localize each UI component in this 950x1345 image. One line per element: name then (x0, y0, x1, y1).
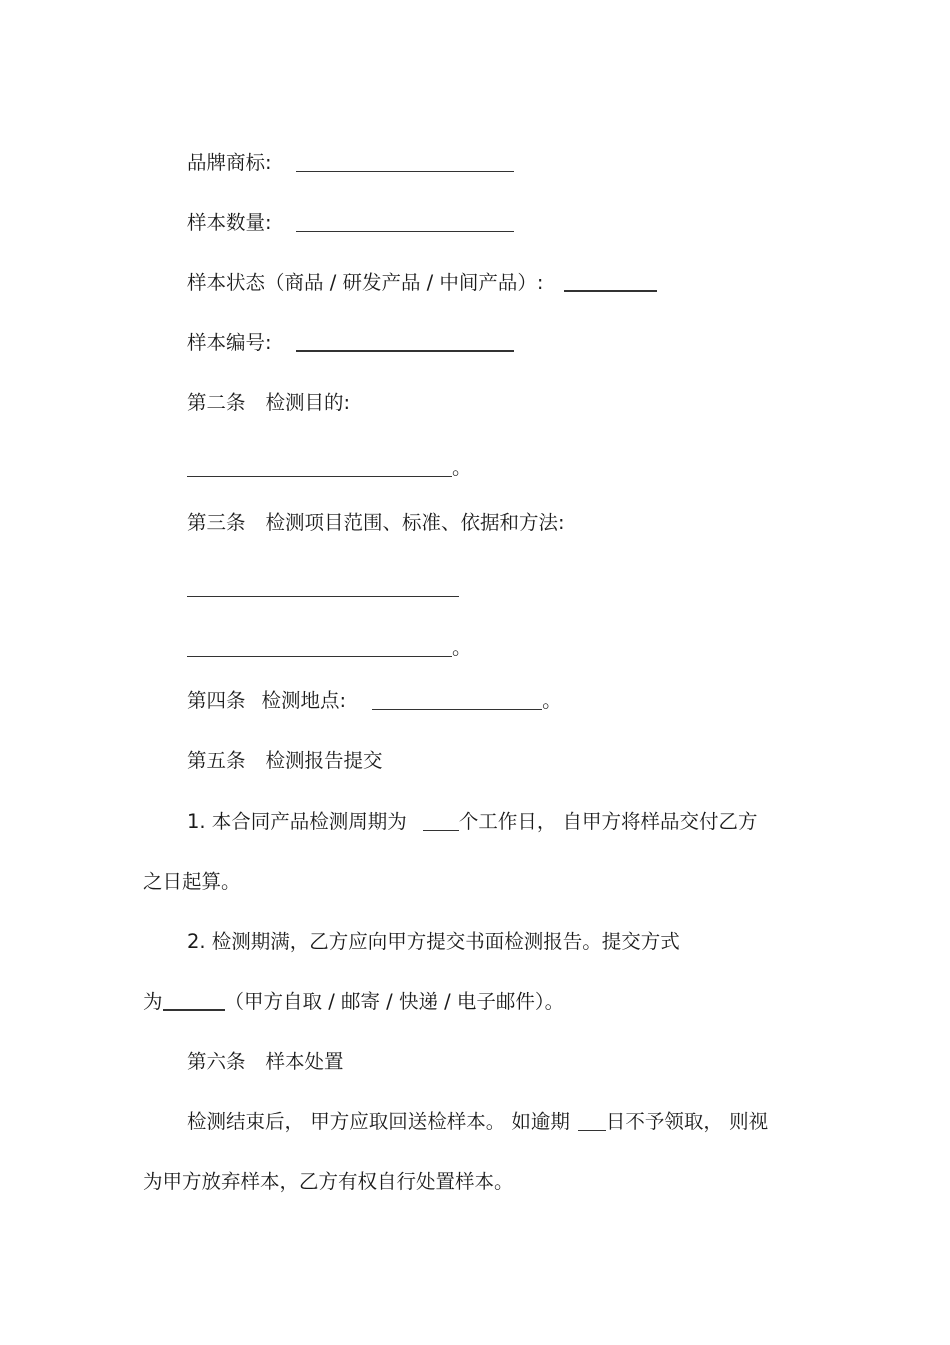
article6-line1 (187, 1109, 768, 1135)
article4-blank[interactable] (372, 708, 542, 710)
article5-item1-line1 (187, 809, 758, 835)
article3-period: 。 (452, 636, 472, 659)
article4-heading-text: 检测地点: (261, 689, 347, 712)
article5-item2-text-c: （甲方自取 / 邮寄 / 快递 / 电子邮件）。 (224, 990, 565, 1013)
article2-heading-text: 检测目的: (265, 391, 351, 414)
article5-item1-text-b: 个工作日， 自甲方将样品交付乙方 (458, 810, 758, 833)
article5-item2-line2 (143, 989, 564, 1015)
status-blank[interactable] (564, 289, 657, 292)
article6-text-c: 为甲方放弃样本，乙方有权自行处置样本。 (143, 1170, 514, 1193)
article5-item1-line2 (143, 869, 241, 895)
article3-blank-1[interactable] (187, 595, 459, 597)
article3-blank-row-2 (187, 635, 472, 661)
article6-heading-text: 样本处置 (265, 1050, 344, 1073)
quantity-field-row (187, 210, 514, 236)
article3-heading (187, 510, 565, 536)
article4-title: 第四条 (187, 689, 246, 712)
quantity-label: 样本数量: (187, 211, 272, 234)
article4-row (187, 688, 562, 714)
quantity-blank[interactable] (296, 230, 514, 232)
article4-period: 。 (542, 689, 562, 712)
number-field-row (187, 330, 514, 356)
article6-line2 (143, 1169, 514, 1195)
number-label: 样本编号: (187, 331, 272, 354)
brand-field-row (187, 150, 514, 176)
article5-item1-text-c: 之日起算。 (143, 870, 241, 893)
brand-blank[interactable] (296, 170, 514, 172)
number-blank[interactable] (296, 349, 514, 352)
article2-title: 第二条 (187, 391, 246, 414)
article6-heading (187, 1049, 344, 1075)
article5-method-blank[interactable] (163, 1008, 225, 1011)
article5-item2-line1 (187, 929, 680, 955)
article6-text-a: 检测结束后， 甲方应取回送检样本。 如逾期 (187, 1110, 570, 1133)
article5-days-blank[interactable] (423, 829, 459, 831)
article6-title: 第六条 (187, 1050, 246, 1073)
article3-blank-row-1 (187, 575, 459, 601)
status-field-row (187, 270, 657, 296)
article2-blank-row (187, 455, 472, 481)
article5-heading-text: 检测报告提交 (265, 749, 383, 772)
article6-text-b: 日不予领取， 则视 (605, 1110, 769, 1133)
article3-title: 第三条 (187, 511, 246, 534)
article2-blank[interactable] (187, 475, 452, 477)
article3-blank-2[interactable] (187, 655, 452, 657)
article6-days-blank[interactable] (578, 1129, 606, 1131)
article5-heading (187, 748, 383, 774)
brand-label: 品牌商标: (187, 151, 272, 174)
status-label: 样本状态（商品 / 研发产品 / 中间产品）: (187, 271, 544, 294)
article5-item2-text-b: 为 (143, 990, 163, 1013)
article5-item1-text-a: 1. 本合同产品检测周期为 (187, 810, 407, 833)
article5-item2-text-a: 2. 检测期满，乙方应向甲方提交书面检测报告。提交方式 (187, 930, 680, 953)
article5-title: 第五条 (187, 749, 246, 772)
article3-heading-text: 检测项目范围、标准、依据和方法: (265, 511, 565, 534)
article2-period: 。 (452, 456, 472, 479)
article2-heading (187, 390, 350, 416)
